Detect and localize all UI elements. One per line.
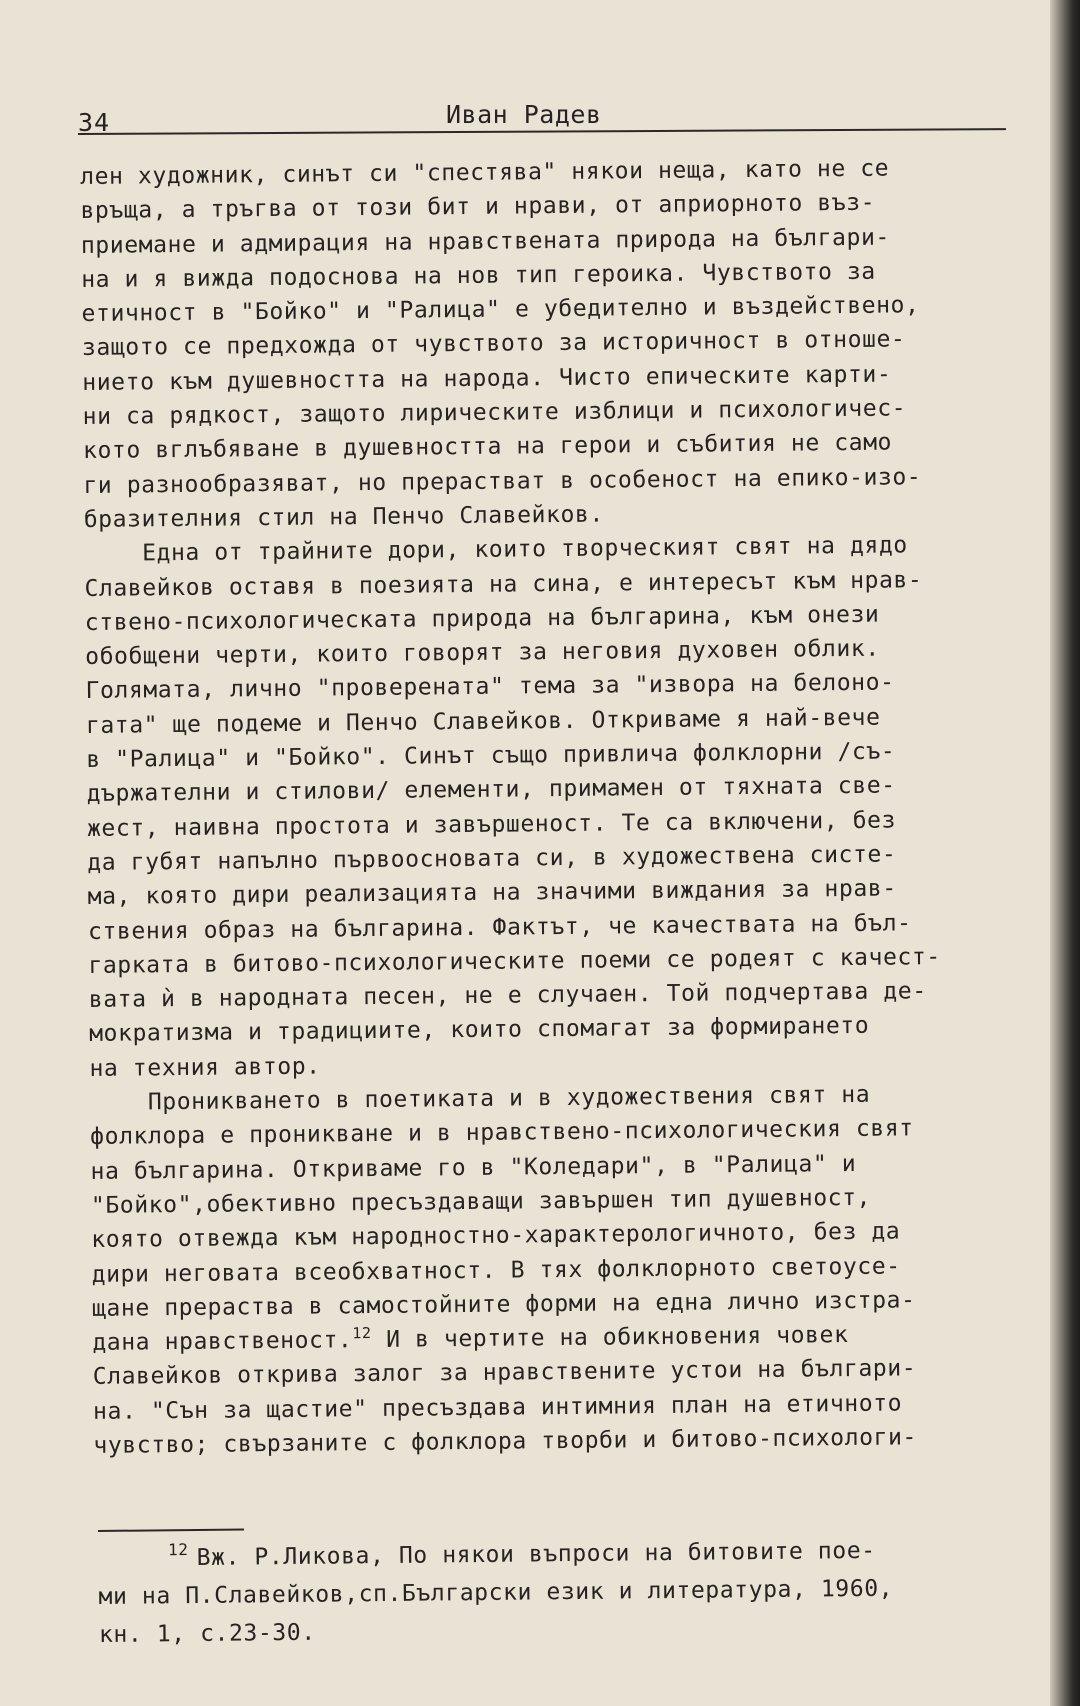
footnote-text: Вж. Р.Ликова, По някои въпроси на битовите пое-: [196, 1537, 876, 1571]
text-segment: дана нравственост.: [92, 1327, 353, 1357]
text-line: ги разнообразяват, но прерастват в особеност на епико-изо-: [83, 463, 922, 499]
running-title: Иван Радев: [446, 100, 602, 129]
text-line: ни са рядкост, защото лирическите изблици и психологичес-: [82, 395, 907, 431]
paragraph-first-line: Една от трайните дори, които творческият свят на дядо: [141, 532, 908, 567]
text-line: дири неговата всеобхватност. В тях фолклорното светоусе-: [91, 1252, 901, 1288]
text-line: лен художник, синът си "спестява" някои неща, като не се: [80, 155, 890, 190]
footnote: [98, 1530, 1019, 1654]
page-edge-shadow: [1050, 0, 1080, 1706]
page-number: 34: [78, 108, 111, 137]
text-line: ма, която дири реализацията на значими виждания за нрав-: [87, 875, 897, 911]
text-line: държателни и стилови/ елементи, примамен от тяхната све-: [86, 772, 896, 808]
text-line: щане прераства в самостойните форми на една лично изстра-: [91, 1287, 916, 1322]
footnote-line: кн. 1, с.23-30.: [98, 1619, 316, 1648]
text-line: жест, наивна простота и завършеност. Те са включени, без: [86, 807, 897, 842]
text-segment: И в чертите на обикновения човек: [386, 1322, 849, 1353]
text-line: бразителния стил на Пенчо Славейков.: [83, 501, 604, 533]
text-line: нието към душевността на народа. Чисто епическите карти-: [82, 361, 892, 396]
text-line: обобщени черти, които говорят за неговия духовен облик.: [85, 635, 880, 671]
text-line: вата ѝ в народната песен, не е случаен. Той подчертава де-: [88, 978, 927, 1014]
text-line: мократизма и традициите, които спомагат за формирането: [89, 1013, 870, 1048]
footnote-line: ми на П.Славейков,сп.Български език и литература, 1960,: [98, 1575, 894, 1610]
text-line: да губят напълно първоосновата си, в художествена систе-: [87, 841, 897, 876]
text-line: гарката в битово-психологическите поеми се родеят с качест-: [88, 943, 941, 979]
text-line: ствения образ на българина. Фактът, че качествата на бъл-: [87, 909, 912, 945]
text-line: кото вглъбяване в душевността на герои и събития не само: [82, 429, 893, 465]
text-line: гата" ще подеме и Пенчо Славейков. Откриваме я най-вече: [85, 704, 881, 739]
paragraph-first-line: Проникването в поетиката и в художествения свят на: [147, 1081, 871, 1116]
footnote-rule: [98, 1528, 244, 1532]
text-line: чувство; свързаните с фолклора творби и битово-психологи-: [93, 1424, 918, 1459]
text-line: защото се предхожда от чувството за историчност в отноше-: [81, 326, 906, 362]
text-line: ствено-психологическата природа на българина, към онези: [84, 601, 880, 636]
text-line: етичност в "Бойко" и "Ралица" е убедително и въздействено,: [81, 292, 920, 328]
footnote-mark: 12: [168, 1540, 189, 1560]
text-line: на. "Сън за щастие" пресъздава интимния план на етичното: [92, 1390, 903, 1425]
text-line: Славейков оставя в поезията на сина, е интересът към нрав-: [84, 566, 923, 602]
text-line: на българина. Откриваме го в "Коледари", в "Ралица" и: [90, 1150, 857, 1185]
text-line: "Бойко",обективно пресъздаващи завършен тип душевност,: [90, 1184, 872, 1219]
text-line: връща, а тръгва от този бит и нрави, от априорното въз-: [80, 189, 876, 225]
text-line: Славейков открива залог за нравствените устои на българи-: [92, 1355, 917, 1391]
text-line: която отвежда към народностно-характерологичното, без да: [91, 1218, 901, 1254]
text-line: фолклора е проникване и в нравствено-психологическия свят: [90, 1115, 914, 1151]
text-line: приемане и адмирация на нравствената природа на българи-: [80, 224, 891, 259]
text-line: в "Ралица" и "Бойко". Синът също привлича фолклорни /съ-: [86, 738, 896, 774]
text-line: на техния автор.: [89, 1053, 321, 1082]
footnote-reference: 12: [352, 1324, 372, 1343]
body-text: [80, 150, 1034, 1463]
text-line: Голямата, лично "проверената" тема за "извора на белоно-: [85, 669, 895, 705]
text-line: на и я вижда подоснова на нов тип героика. Чувството за: [81, 258, 876, 293]
